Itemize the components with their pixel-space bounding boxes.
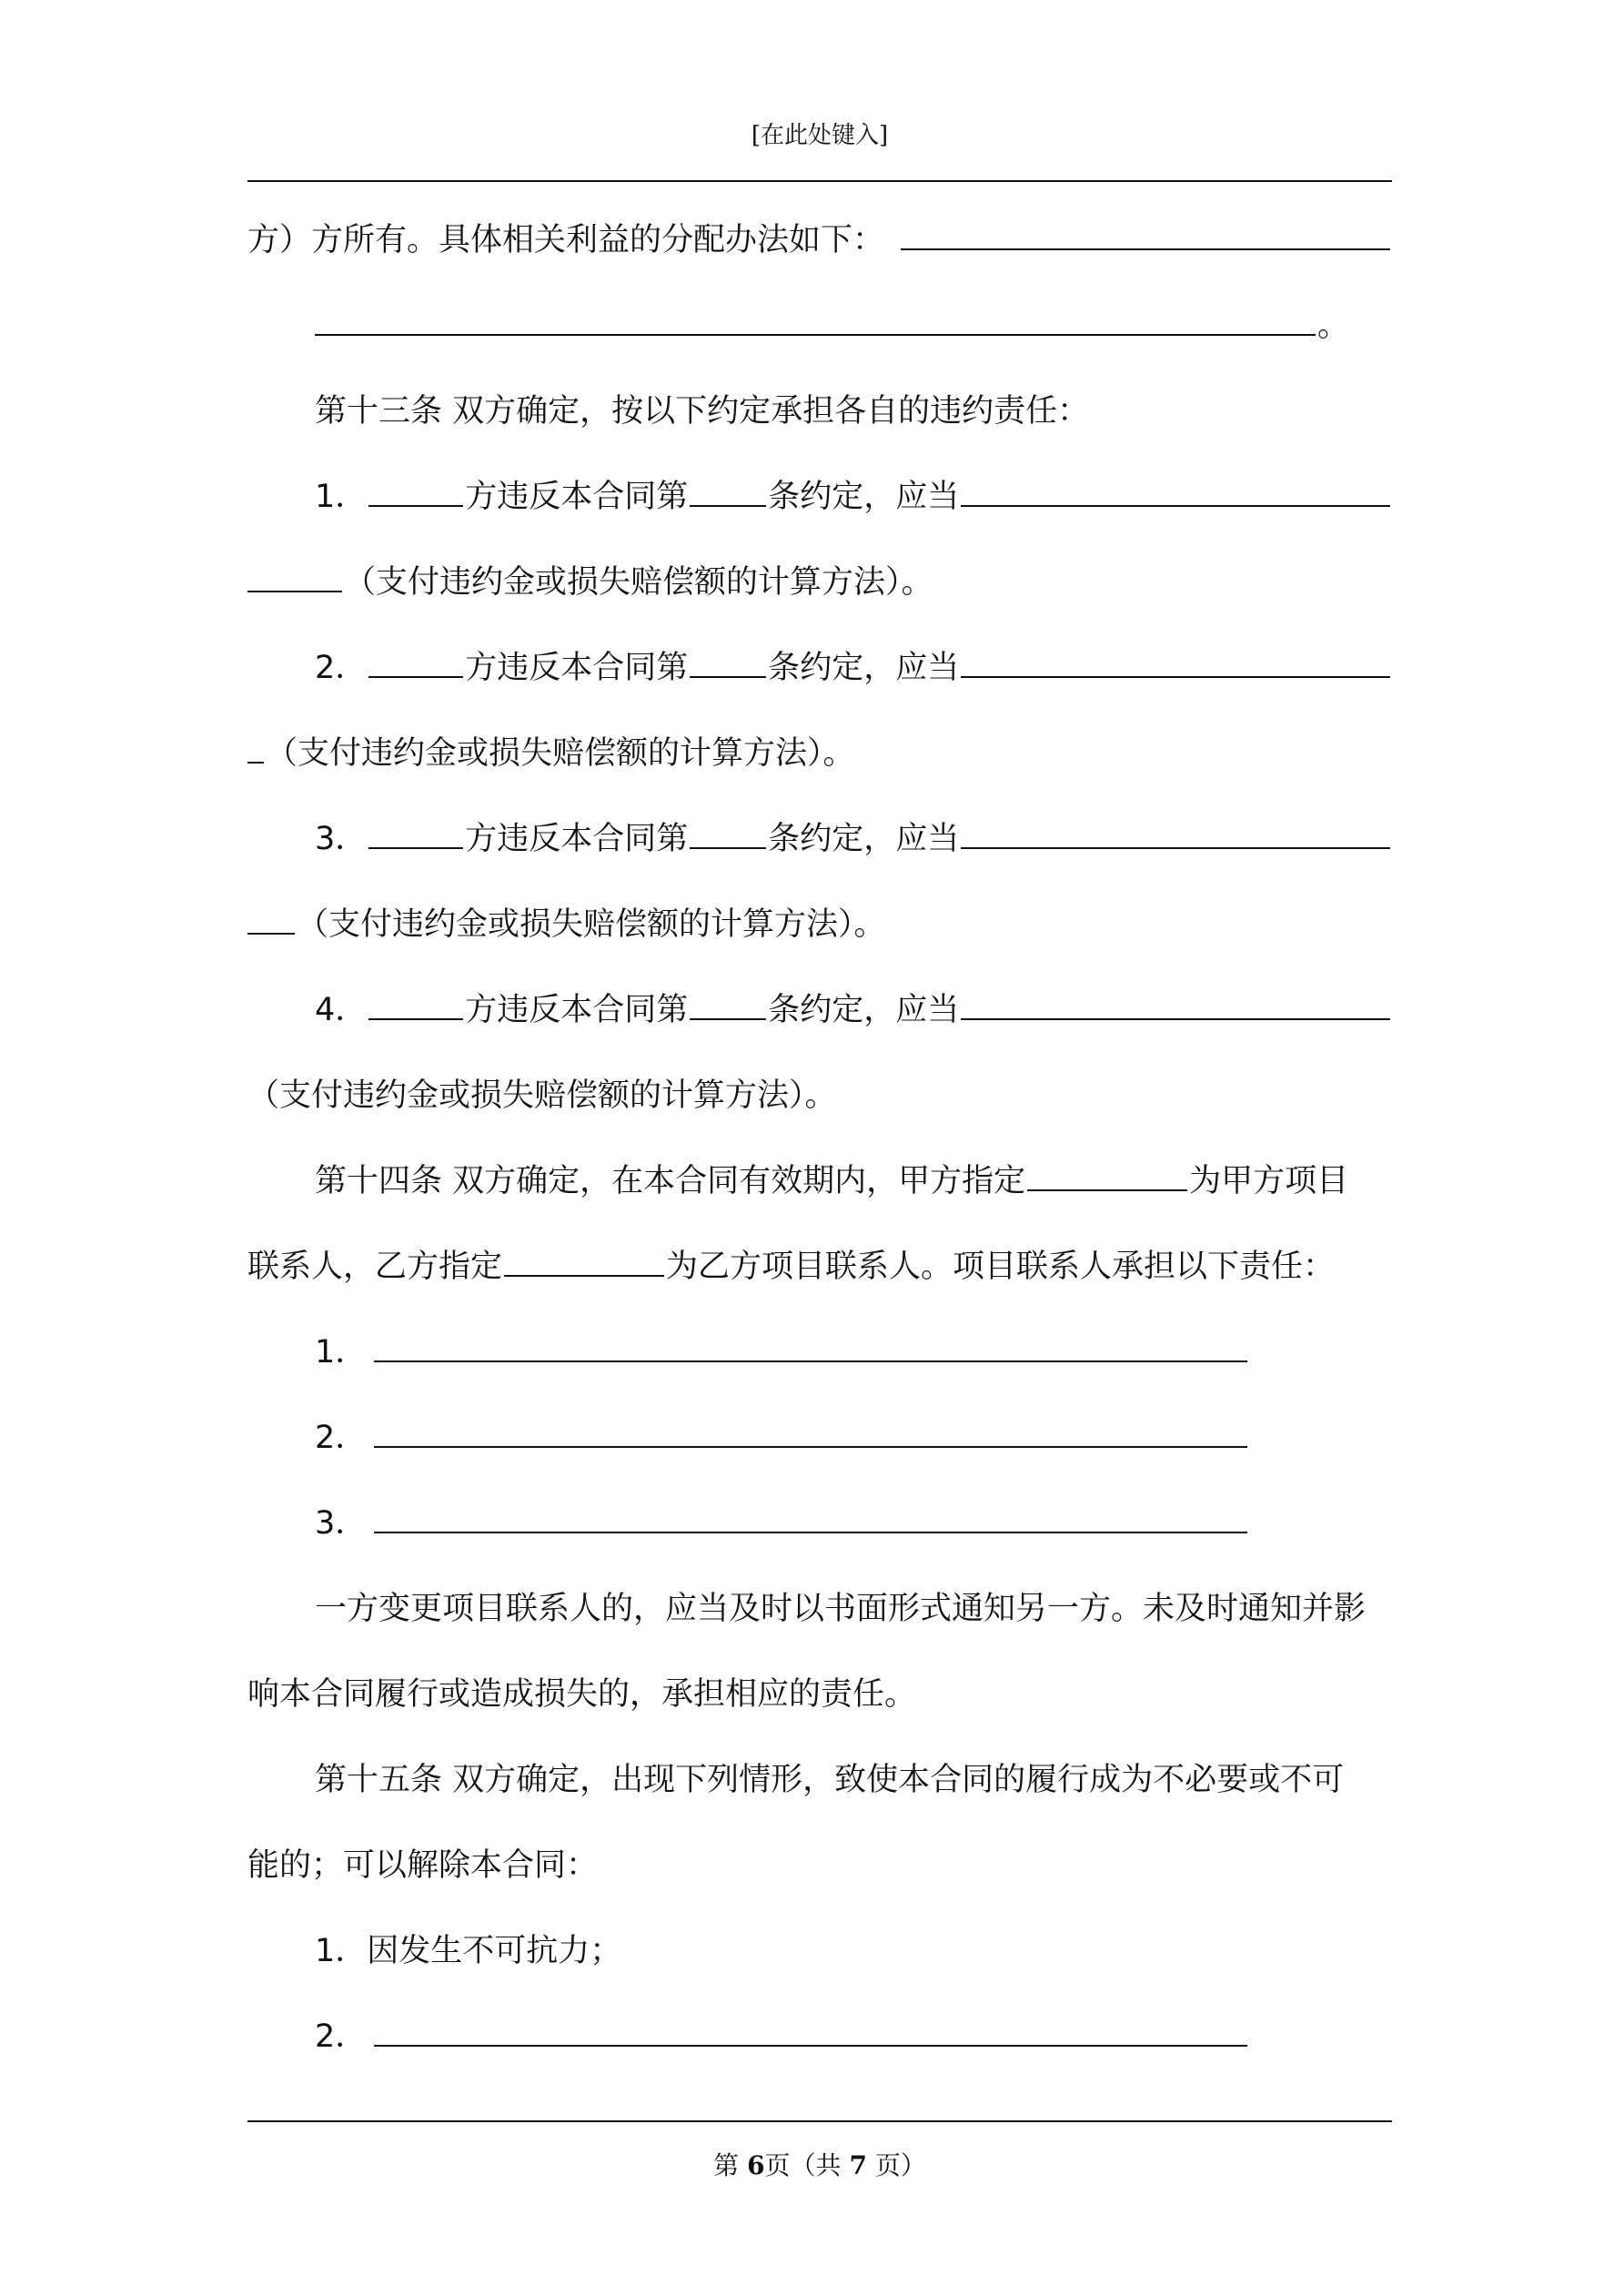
blank-field xyxy=(374,1330,1247,1362)
breach-clause xyxy=(315,644,1392,692)
text-span: 方违反本合同第 xyxy=(465,992,689,1028)
text-span: 条约定，应当 xyxy=(768,650,960,686)
article-15-title: 第十五条 双方确定，出现下列情形，致使本合同的履行成为不必要或不可 xyxy=(315,1762,1345,1798)
article-13-title: 第十三条 双方确定，按以下约定承担各自的违约责任： xyxy=(315,393,1090,430)
blank-field xyxy=(368,645,463,678)
text-span: 方违反本合同第 xyxy=(465,650,689,686)
footer-text: 页） xyxy=(866,2150,926,2180)
text-span: （支付违约金或损失赔偿额的计算方法）。 xyxy=(266,735,855,772)
breach-clause xyxy=(315,986,1392,1034)
text-span: 为乙方项目联系人。项目联系人承担以下责任： xyxy=(666,1249,1336,1285)
text-span: 为甲方项目 xyxy=(1189,1163,1349,1199)
text-span: 方违反本合同第 xyxy=(465,479,689,515)
blank-field xyxy=(368,816,463,849)
blank-field xyxy=(961,474,1390,507)
item-number: 2． xyxy=(315,2018,368,2055)
text-span: 条约定，应当 xyxy=(768,992,960,1028)
blank-field xyxy=(504,1244,664,1277)
text-span: 联系人，乙方指定 xyxy=(247,1249,503,1285)
clause-number: 2． xyxy=(315,650,368,686)
blank-field xyxy=(690,816,766,849)
blank-field xyxy=(690,987,766,1020)
blank-field xyxy=(374,1501,1247,1533)
item-number: 3． xyxy=(315,1505,368,1542)
blank-field xyxy=(315,303,1316,336)
blank-field xyxy=(961,645,1390,678)
blank-field xyxy=(247,731,264,764)
breach-clause-cont xyxy=(247,730,1392,777)
text-span: 方）方所有。具体相关利益的分配办法如下： xyxy=(247,222,885,258)
text-span: （支付违约金或损失赔偿额的计算方法）。 xyxy=(297,906,886,943)
clause-number: 4． xyxy=(315,992,368,1028)
text-span: 。 xyxy=(1317,308,1350,344)
blank-field xyxy=(247,560,342,592)
page-number: 6 xyxy=(747,2150,765,2180)
blank-field xyxy=(690,645,766,678)
clause-number: 1． xyxy=(315,479,368,515)
blank-field xyxy=(374,1415,1247,1448)
responsibility-item xyxy=(315,1329,1392,1376)
blank-field xyxy=(368,987,463,1020)
total-pages: 7 xyxy=(849,2150,867,2180)
text-line: 响本合同履行或造成损失的，承担相应的责任。 xyxy=(247,1676,917,1713)
article-14-title xyxy=(315,1158,1392,1205)
item-number: 2． xyxy=(315,1420,368,1456)
blank-field xyxy=(690,474,766,507)
breach-clause xyxy=(315,815,1392,863)
text-line xyxy=(247,1243,1392,1290)
text-span: 第十四条 双方确定，在本合同有效期内，甲方指定 xyxy=(315,1163,1026,1199)
responsibility-item xyxy=(315,1500,1392,1547)
header-rule xyxy=(247,180,1392,182)
blank-field xyxy=(961,987,1390,1020)
page-header: [在此处键入] xyxy=(751,122,889,149)
clause-number: 3． xyxy=(315,821,368,857)
text-line: 能的；可以解除本合同： xyxy=(247,1847,599,1884)
text-span: （支付违约金或损失赔偿额的计算方法）。 xyxy=(344,564,933,601)
item-number: 1． xyxy=(315,1334,368,1371)
blank-field xyxy=(1027,1158,1187,1191)
blank-field xyxy=(247,902,295,935)
text-span: 条约定，应当 xyxy=(768,821,960,857)
text-span: 条约定，应当 xyxy=(768,479,960,515)
breach-clause-cont: （支付违约金或损失赔偿额的计算方法）。 xyxy=(247,1077,837,1114)
termination-item: 1．因发生不可抗力； xyxy=(315,1933,622,1969)
footer-rule xyxy=(247,2120,1392,2122)
text-line xyxy=(315,302,1392,349)
breach-clause-cont xyxy=(247,901,1392,948)
footer-text: 第 xyxy=(713,2150,748,2180)
breach-clause-cont xyxy=(247,559,1392,606)
blank-field xyxy=(368,474,463,507)
breach-clause xyxy=(315,473,1392,521)
responsibility-item xyxy=(315,1414,1392,1462)
blank-field xyxy=(374,2014,1247,2047)
text-line xyxy=(247,217,1392,264)
termination-item xyxy=(315,2013,1392,2060)
footer-text: 页（共 xyxy=(764,2150,850,2180)
blank-field xyxy=(901,217,1390,250)
text-span: 方违反本合同第 xyxy=(465,821,689,857)
text-line: 一方变更项目联系人的，应当及时以书面形式通知另一方。未及时通知并影 xyxy=(315,1591,1367,1627)
page-footer xyxy=(247,2146,1392,2182)
blank-field xyxy=(961,816,1390,849)
